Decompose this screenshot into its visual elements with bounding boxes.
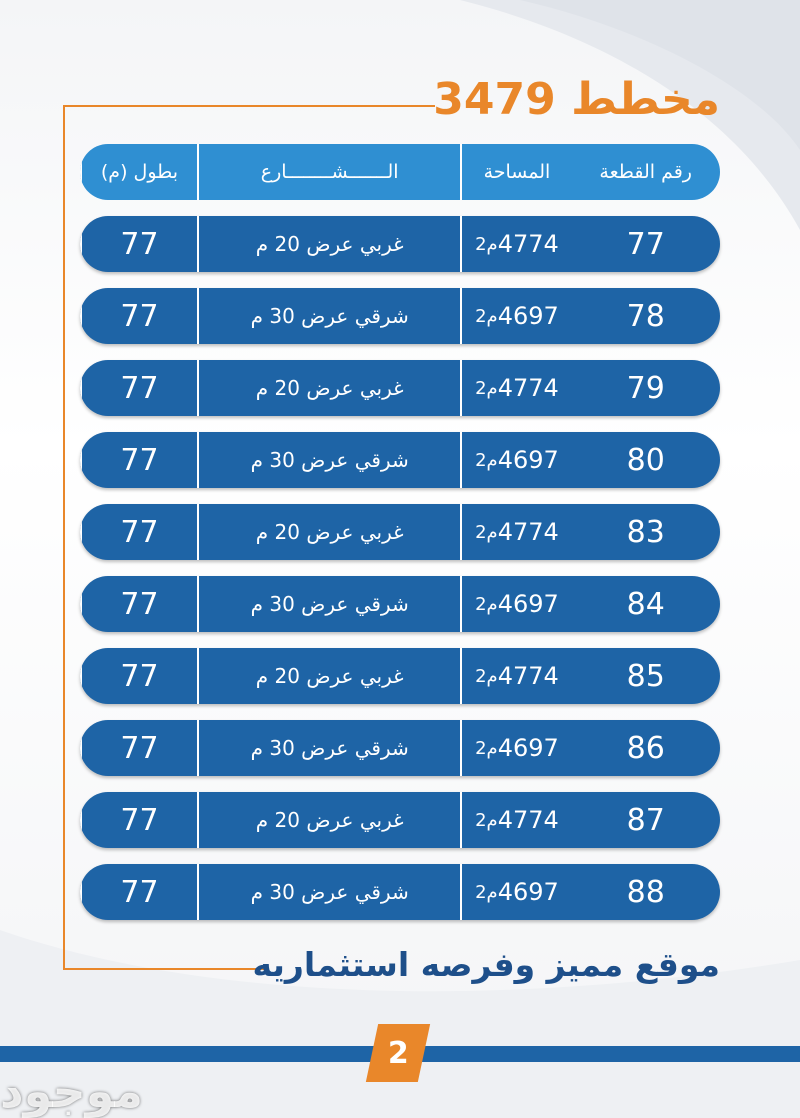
plot-number-cell: 84 — [626, 586, 665, 622]
tagline: موقع مميز وفرصه استثماريه — [252, 945, 720, 984]
area-cell — [460, 216, 571, 272]
street-cell: شرقي عرض 30 م — [197, 288, 461, 344]
area-unit: م2 — [475, 449, 498, 471]
frame-line-top — [63, 105, 435, 107]
length-cell: 77 — [80, 288, 197, 344]
plot-number-cell: 79 — [626, 370, 665, 406]
area-cell — [460, 576, 571, 632]
table-row — [80, 360, 720, 416]
area-value: 4774 — [497, 374, 559, 402]
table-row — [80, 720, 720, 776]
table-row — [80, 576, 720, 632]
street-cell: شرقي عرض 30 م — [197, 720, 461, 776]
area-cell — [460, 720, 571, 776]
plot-number-cell: 83 — [626, 514, 665, 550]
area-cell — [460, 864, 571, 920]
header-length: بطول (م) — [80, 144, 197, 200]
length-cell: 77 — [80, 216, 197, 272]
street-cell: شرقي عرض 30 م — [197, 432, 461, 488]
page-number: 2 — [387, 1035, 409, 1071]
plot-number-cell: 77 — [626, 226, 665, 262]
area-value: 4774 — [497, 806, 559, 834]
table-row — [80, 432, 720, 488]
area-unit: م2 — [475, 233, 498, 255]
header-street: الـــــــشــــــــارع — [197, 144, 461, 200]
table-body — [80, 216, 720, 936]
area-unit: م2 — [475, 665, 498, 687]
street-cell: غربي عرض 20 م — [197, 360, 461, 416]
area-cell — [460, 288, 571, 344]
watermark-text: موجود — [0, 1064, 143, 1118]
page-title: مخطط 3479 — [433, 74, 720, 125]
area-cell — [460, 360, 571, 416]
area-value: 4697 — [497, 590, 559, 618]
area-unit: م2 — [475, 809, 498, 831]
street-cell: غربي عرض 20 م — [197, 216, 461, 272]
area-value: 4697 — [497, 302, 559, 330]
area-value: 4697 — [497, 734, 559, 762]
area-cell — [460, 792, 571, 848]
length-cell: 77 — [80, 360, 197, 416]
area-value: 4774 — [497, 230, 559, 258]
street-cell: شرقي عرض 30 م — [197, 576, 461, 632]
table-header — [80, 144, 720, 200]
length-cell: 77 — [80, 648, 197, 704]
plot-number-cell: 85 — [626, 658, 665, 694]
area-unit: م2 — [475, 881, 498, 903]
table-row — [80, 648, 720, 704]
area-cell — [460, 432, 571, 488]
area-unit: م2 — [475, 305, 498, 327]
area-value: 4774 — [497, 518, 559, 546]
street-cell: شرقي عرض 30 م — [197, 864, 461, 920]
area-cell — [460, 648, 571, 704]
area-value: 4697 — [497, 878, 559, 906]
plot-number-cell: 80 — [626, 442, 665, 478]
frame-line-left — [63, 105, 65, 970]
area-unit: م2 — [475, 521, 498, 543]
area-cell — [460, 504, 571, 560]
table-row — [80, 864, 720, 920]
frame-line-bottom — [63, 968, 268, 970]
plot-number-cell: 78 — [626, 298, 665, 334]
plot-number-cell: 88 — [626, 874, 665, 910]
street-cell: غربي عرض 20 م — [197, 648, 461, 704]
length-cell: 77 — [80, 504, 197, 560]
area-unit: م2 — [475, 737, 498, 759]
table-row — [80, 792, 720, 848]
length-cell: 77 — [80, 432, 197, 488]
table-row — [80, 288, 720, 344]
street-cell: غربي عرض 20 م — [197, 504, 461, 560]
table-row — [80, 216, 720, 272]
length-cell: 77 — [80, 720, 197, 776]
plot-number-cell: 87 — [626, 802, 665, 838]
header-area: المساحة — [460, 144, 571, 200]
street-cell: غربي عرض 20 م — [197, 792, 461, 848]
area-unit: م2 — [475, 593, 498, 615]
length-cell: 77 — [80, 792, 197, 848]
table-row — [80, 504, 720, 560]
header-plot-number: رقم القطعة — [599, 161, 692, 183]
area-unit: م2 — [475, 377, 498, 399]
area-value: 4774 — [497, 662, 559, 690]
area-value: 4697 — [497, 446, 559, 474]
plot-number-cell: 86 — [626, 730, 665, 766]
length-cell: 77 — [80, 864, 197, 920]
length-cell: 77 — [80, 576, 197, 632]
